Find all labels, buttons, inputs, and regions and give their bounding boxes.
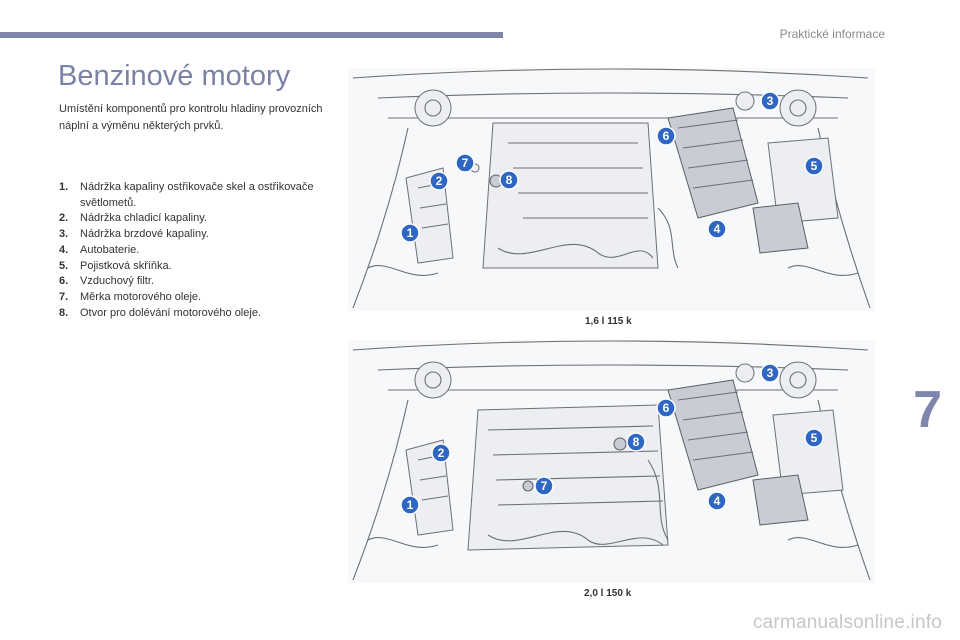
callout-6: [657, 127, 675, 145]
components-list: [59, 180, 319, 321]
list-item: [59, 227, 319, 243]
item-number: 4.: [59, 243, 69, 256]
callout-7: [535, 477, 553, 495]
callout-7: [456, 154, 474, 172]
item-text: Vzduchový filtr.: [80, 275, 154, 288]
list-item: [59, 306, 319, 322]
page-title: Benzinové motory: [58, 60, 291, 92]
callout-1-label: 1: [406, 226, 414, 240]
header-accent-bar: [0, 32, 503, 38]
section-label: Praktické informace: [779, 27, 885, 41]
item-text: Nádržka kapaliny ostřikovače skel a ostřikovače světlometů.: [80, 181, 314, 209]
item-number: 3.: [59, 228, 69, 241]
callout-8-label: 8: [505, 173, 513, 187]
figure-1-caption: 1,6 l 115 k: [585, 316, 632, 327]
watermark: carmanualsonline.info: [752, 612, 942, 633]
list-item: [59, 211, 319, 227]
callout-2-label: 2: [437, 446, 445, 460]
callout-2: [430, 172, 448, 190]
item-number: 7.: [59, 290, 69, 303]
callout-1: [401, 224, 419, 242]
item-number: 1.: [59, 181, 69, 193]
list-item: [59, 290, 319, 306]
callout-3-label: 3: [766, 366, 774, 380]
callout-6-label: 6: [662, 129, 670, 143]
item-text: Pojistková skříňka.: [80, 259, 172, 272]
intro-text: Umístění komponentů pro kontrolu hladiny provozních náplní a výměnu některých prvků.: [59, 103, 323, 132]
callout-2: [432, 444, 450, 462]
callout-7-label: 7: [461, 156, 469, 170]
item-text: Otvor pro dolévání motorového oleje.: [80, 306, 261, 319]
item-text: Autobaterie.: [80, 243, 140, 256]
callout-3: [761, 364, 779, 382]
item-text: Nádržka brzdové kapaliny.: [80, 228, 209, 241]
item-number: 6.: [59, 275, 69, 288]
figure-2-caption: 2,0 l 150 k: [584, 588, 632, 599]
callout-6-label: 6: [662, 401, 670, 415]
item-number: 5.: [59, 259, 69, 272]
item-number: 2.: [59, 212, 69, 225]
callout-8-label: 8: [632, 435, 640, 449]
callout-3-label: 3: [766, 94, 774, 108]
callout-2-label: 2: [435, 174, 443, 188]
callout-8: [627, 433, 645, 451]
item-text: Měrka motorového oleje.: [80, 290, 202, 303]
callout-5: [805, 429, 823, 447]
engine-bay-illustration-2: [348, 340, 875, 583]
callout-4-label: 4: [713, 222, 721, 236]
callout-1: [401, 496, 419, 514]
callout-4: [708, 220, 726, 238]
engine-bay-illustration-1: [348, 68, 875, 311]
callout-5-label: 5: [810, 431, 818, 445]
list-item: [59, 243, 319, 259]
callout-5-label: 5: [810, 159, 818, 173]
list-item: [59, 180, 319, 211]
callout-3: [761, 92, 779, 110]
callout-1-label: 1: [406, 498, 414, 512]
callout-5: [805, 157, 823, 175]
chapter-number: 7: [913, 381, 942, 439]
item-text: Nádržka chladicí kapaliny.: [80, 212, 207, 225]
list-item: [59, 259, 319, 275]
item-number: 8.: [59, 306, 69, 319]
list-item: [59, 274, 319, 290]
callout-6: [657, 399, 675, 417]
callout-4: [708, 492, 726, 510]
engine-bay-drawing: [348, 68, 875, 311]
engine-bay-drawing: [348, 340, 875, 583]
callout-8: [500, 171, 518, 189]
callout-4-label: 4: [713, 494, 721, 508]
callout-7-label: 7: [540, 479, 548, 493]
